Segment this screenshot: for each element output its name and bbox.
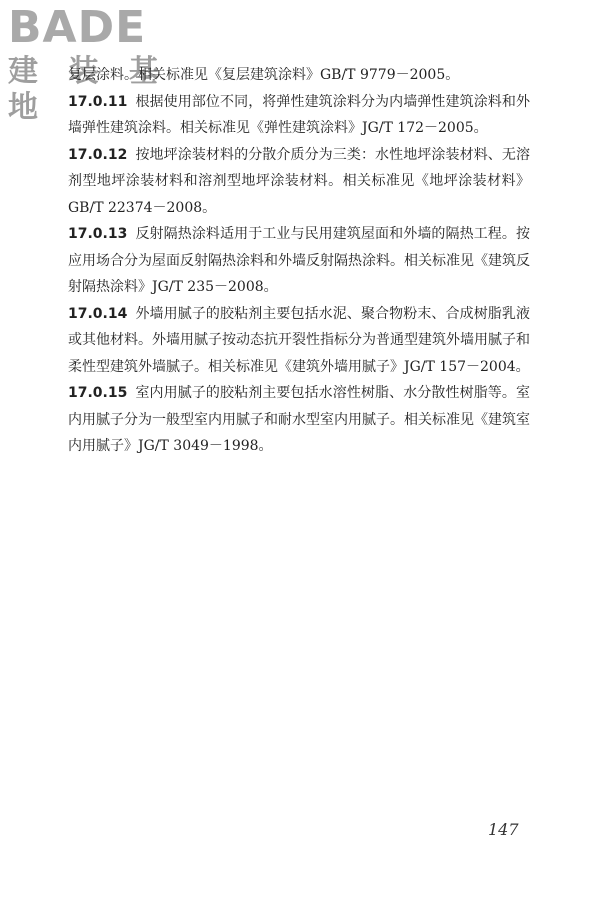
clause-number: 17.0.12 xyxy=(68,146,128,163)
clause-number: 17.0.11 xyxy=(68,93,128,110)
clause-text: 室内用腻子的胶粘剂主要包括水溶性树脂、水分散性树脂等。室内用腻子分为一般型室内用腻子和耐水型室内用腻子。相关标准见《建筑室内用腻子》JG/T 3049－1998。 xyxy=(68,385,530,454)
page-body xyxy=(68,62,530,460)
clause-17-0-11 xyxy=(68,89,530,142)
clause-text: 按地坪涂装材料的分散介质分为三类：水性地坪涂装材料、无溶剂型地坪涂装材料和溶剂型地坪涂装材料。相关标准见《地坪涂装材料》GB/T 22374－2008。 xyxy=(68,146,530,216)
watermark-latin-text: BADE xyxy=(8,2,147,53)
clause-number: 17.0.13 xyxy=(68,226,128,242)
continuation-line: 复层涂料。相关标准见《复层建筑涂料》GB/T 9779－2005。 xyxy=(68,67,460,83)
clause-number: 17.0.14 xyxy=(68,305,128,322)
clause-17-0-15 xyxy=(68,380,530,460)
clause-text: 反射隔热涂料适用于工业与民用建筑屋面和外墙的隔热工程。按应用场合分为屋面反射隔热涂料和外墙反射隔热涂料。相关标准见《建筑反射隔热涂料》JG/T 235－2008。 xyxy=(68,226,530,295)
clause-text: 根据使用部位不同，将弹性建筑涂料分为内墙弹性建筑涂料和外墙弹性建筑涂料。相关标准见《弹性建筑涂料》JG/T 172－2005。 xyxy=(68,93,530,136)
page-number: 147 xyxy=(488,820,519,839)
watermark-cjk-text: 建 装 基 地 xyxy=(8,54,169,125)
clause-number: 17.0.15 xyxy=(68,385,128,401)
clause-17-0-13 xyxy=(68,221,530,301)
clause-17-0-14 xyxy=(68,301,530,381)
clause-text: 外墙用腻子的胶粘剂主要包括水泥、聚合物粉末、合成树脂乳液或其他材料。外墙用腻子按动态抗开裂性指标分为普通型建筑外墙用腻子和柔性型建筑外墙腻子。相关标准见《建筑外墙用腻子》JG/T 157－2004。 xyxy=(68,305,530,375)
clause-17-0-12 xyxy=(68,142,530,222)
